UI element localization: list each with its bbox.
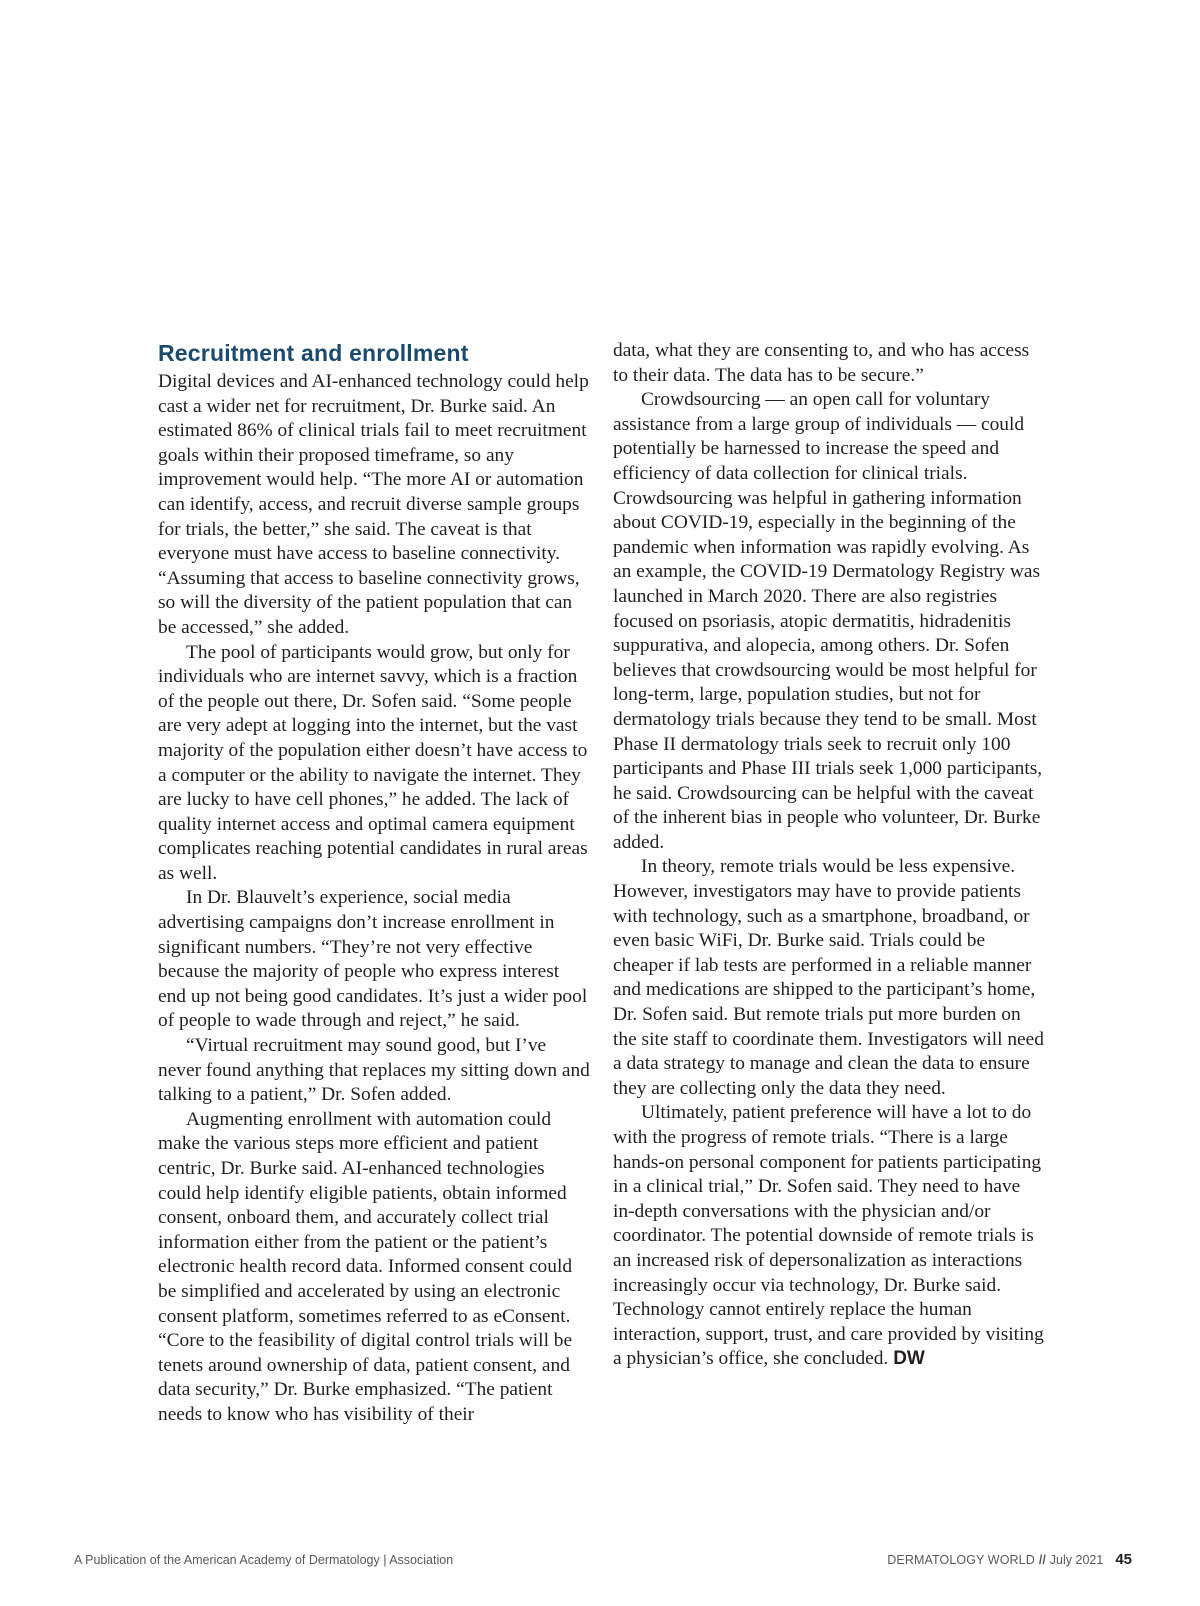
left-column — [158, 338, 590, 1428]
paragraph: Digital devices and AI-enhanced technology could help cast a wider net for recruitment, Dr. Burke said. An estimated 86% of clinical trials fail to meet recruitment goals within their proposed timeframe, so any improvement would help. “The more AI or automation can identify, access, and recruit diverse sample groups for trials, the better,” she said. The caveat is that everyone must have access to baseline connectivity. “Assuming that access to baseline connectivity grows, so will the diversity of the patient population that can be accessed,” she added. — [158, 371, 589, 638]
paragraph: “Virtual recruitment may sound good, but I’ve never found anything that replaces my sitting down and talking to a patient,” Dr. Sofen added. — [158, 1035, 590, 1106]
paragraph: data, what they are consenting to, and who has access to their data. The data has to be secure.” — [613, 340, 1030, 386]
magazine-name: DERMATOLOGY WORLD — [887, 1553, 1035, 1567]
page-number: 45 — [1115, 1551, 1132, 1568]
footer-separator: // — [1038, 1553, 1046, 1567]
footer-issue-info — [887, 1551, 1132, 1568]
section-heading: Recruitment and enrollment — [158, 340, 469, 366]
paragraph-text: Ultimately, patient preference will have a lot to do with the progress of remote trials. “There is a large hands-on personal component for patients participating in a clinical trial,” Dr. Sofen said. They need to have in-depth conversations with the physician and/or coordinator. The potential downside of remote trials is an increased risk of depersonalization as interactions increasingly occur via technology, Dr. Burke said. Technology cannot entirely replace the human interaction, support, trust, and care provided by visiting a physician’s office, she concluded. — [613, 1102, 1044, 1370]
paragraph: In Dr. Blauvelt’s experience, social media advertising campaigns don’t increase enrollment in significant numbers. “They’re not very effective because the majority of people who express interest end up not being good candidates. It’s just a wider pool of people to wade through and reject,” he said. — [158, 887, 588, 1032]
paragraph: In theory, remote trials would be less expensive. However, investigators may have to provide patients with technology, such as a smartphone, broadband, or even basic WiFi, Dr. Burke said. Trials could be cheaper if lab tests are performed in a reliable manner and medications are shipped to the participant’s home, Dr. Sofen said. But remote trials put more burden on the site staff to coordinate them. Investigators will need a data strategy to manage and clean the data to ensure they are collecting only the data they need. — [613, 856, 1044, 1099]
paragraph: The pool of participants would grow, but only for individuals who are internet savvy, which is a fraction of the people out there, Dr. Sofen said. “Some people are very adept at logging into the internet, but the vast majority of the population either doesn’t have access to a computer or the ability to navigate the internet. They are lucky to have cell phones,” he added. The lack of quality internet access and optimal camera equipment complicates reaching potential candidates in rural areas as well. — [158, 641, 588, 884]
issue-date: July 2021 — [1049, 1553, 1104, 1567]
paragraph: Crowdsourcing — an open call for voluntary assistance from a large group of individuals — could potentially be harnessed to increase the speed and efficiency of data collection for clinical trials. Crowdsourcing was helpful in gathering information about COVID-19, especially in the beginning of the pandemic when information was rapidly evolving. As an example, the COVID-19 Dermatology Registry was launched in March 2020. There are also registries focused on psoriasis, atopic dermatitis, hidradenitis suppurativa, and alopecia, among others. Dr. Sofen believes that crowdsourcing would be most helpful for long-term, large, population studies, but not for dermatology trials because they tend to be small. Most Phase II dermatology trials seek to recruit only 100 participants and Phase III trials seek 1,000 participants, he said. Crowdsourcing can be helpful with the caveat of the inherent bias in people who volunteer, Dr. Burke added. — [613, 389, 1043, 853]
paragraph: Augmenting enrollment with automation could make the various steps more efficient and patient centric, Dr. Burke said. AI-enhanced technologies could help identify eligible patients, obtain informed consent, onboard them, and accurately collect trial information either from the patient or the patient’s electronic health record data. Informed consent could be simplified and accelerated by using an electronic consent platform, sometimes referred to as eConsent. “Core to the feasibility of digital control trials will be tenets around ownership of data, patient consent, and data security,” Dr. Burke emphasized. “The patient needs to know who has visibility of their — [158, 1108, 573, 1425]
last-paragraph — [613, 1101, 1045, 1372]
footer-publisher: A Publication of the American Academy of Dermatology | Association — [74, 1553, 454, 1567]
right-column — [613, 339, 1045, 1372]
end-mark: DW — [893, 1348, 925, 1370]
